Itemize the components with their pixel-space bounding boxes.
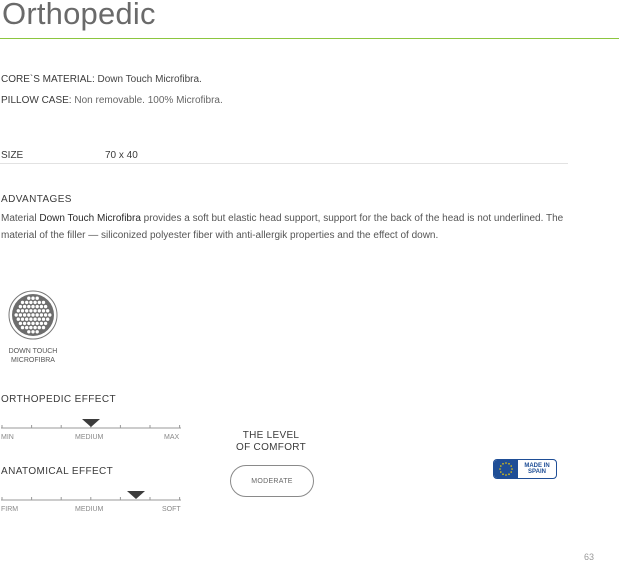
badge-label — [0, 347, 66, 365]
advantages-text — [1, 210, 576, 244]
pillow-case-row — [1, 95, 223, 106]
made-in-spain-text — [518, 460, 556, 478]
anatomical-effect-scale — [1, 490, 181, 520]
page-number: 63 — [584, 552, 595, 562]
core-material-row — [1, 74, 202, 85]
badge-label-line1: DOWN TOUCH — [8, 348, 58, 355]
orthopedic-scale-track — [1, 418, 181, 434]
anatomical-scale-marker — [127, 491, 145, 499]
orthopedic-scale-min: MIN — [1, 434, 14, 441]
orthopedic-effect-heading: ORTHOPEDIC EFFECT — [1, 394, 116, 405]
anatomical-scale-track — [1, 490, 181, 506]
size-label: SIZE — [1, 150, 24, 161]
anatomical-scale-soft: SOFT — [162, 506, 181, 513]
size-divider — [0, 163, 568, 164]
made-in-line2: SPAIN — [528, 469, 546, 475]
badge-label-line2: MICROFIBRA — [11, 357, 55, 364]
eu-flag-icon — [494, 460, 518, 478]
core-material-label: CORE`S MATERIAL: — [1, 74, 95, 85]
size-value: 70 x 40 — [105, 150, 138, 161]
orthopedic-scale-medium: MEDIUM — [75, 434, 104, 441]
anatomical-scale-medium: MEDIUM — [75, 506, 104, 513]
comfort-heading-line2: OF COMFORT — [235, 442, 307, 453]
title-divider — [0, 38, 619, 39]
comfort-level-badge: MODERATE — [230, 465, 314, 497]
comfort-heading — [225, 430, 317, 454]
orthopedic-scale-marker — [82, 419, 100, 427]
size-row — [1, 150, 138, 161]
pillow-case-value: Non removable. 100% Microfibra. — [74, 95, 223, 106]
core-material-value: Down Touch Microfibra. — [97, 74, 202, 85]
anatomical-scale-firm: FIRM — [1, 506, 19, 513]
pillow-case-label: PILLOW CASE: — [1, 95, 72, 106]
orthopedic-scale-max: MAX — [164, 434, 180, 441]
comfort-heading-line1: THE LEVEL — [242, 430, 300, 441]
advantages-heading: ADVANTAGES — [1, 194, 72, 205]
anatomical-effect-heading: ANATOMICAL EFFECT — [1, 466, 114, 477]
orthopedic-effect-scale — [1, 418, 181, 448]
made-in-spain-badge — [493, 459, 557, 479]
dotted-circle-icon — [8, 290, 58, 340]
advantages-text-before: Material — [1, 213, 37, 224]
advantages-text-after: provides a soft but elastic head support, support for the back of the head is not underlined. The material of the filler — siliconized polyester fiber with anti-allergik properties and the effect of down. — [1, 213, 564, 241]
page-title: Orthopedic — [2, 0, 156, 31]
made-in-line1: MADE IN — [524, 462, 550, 469]
advantages-text-bold: Down Touch Microfibra — [39, 213, 141, 224]
